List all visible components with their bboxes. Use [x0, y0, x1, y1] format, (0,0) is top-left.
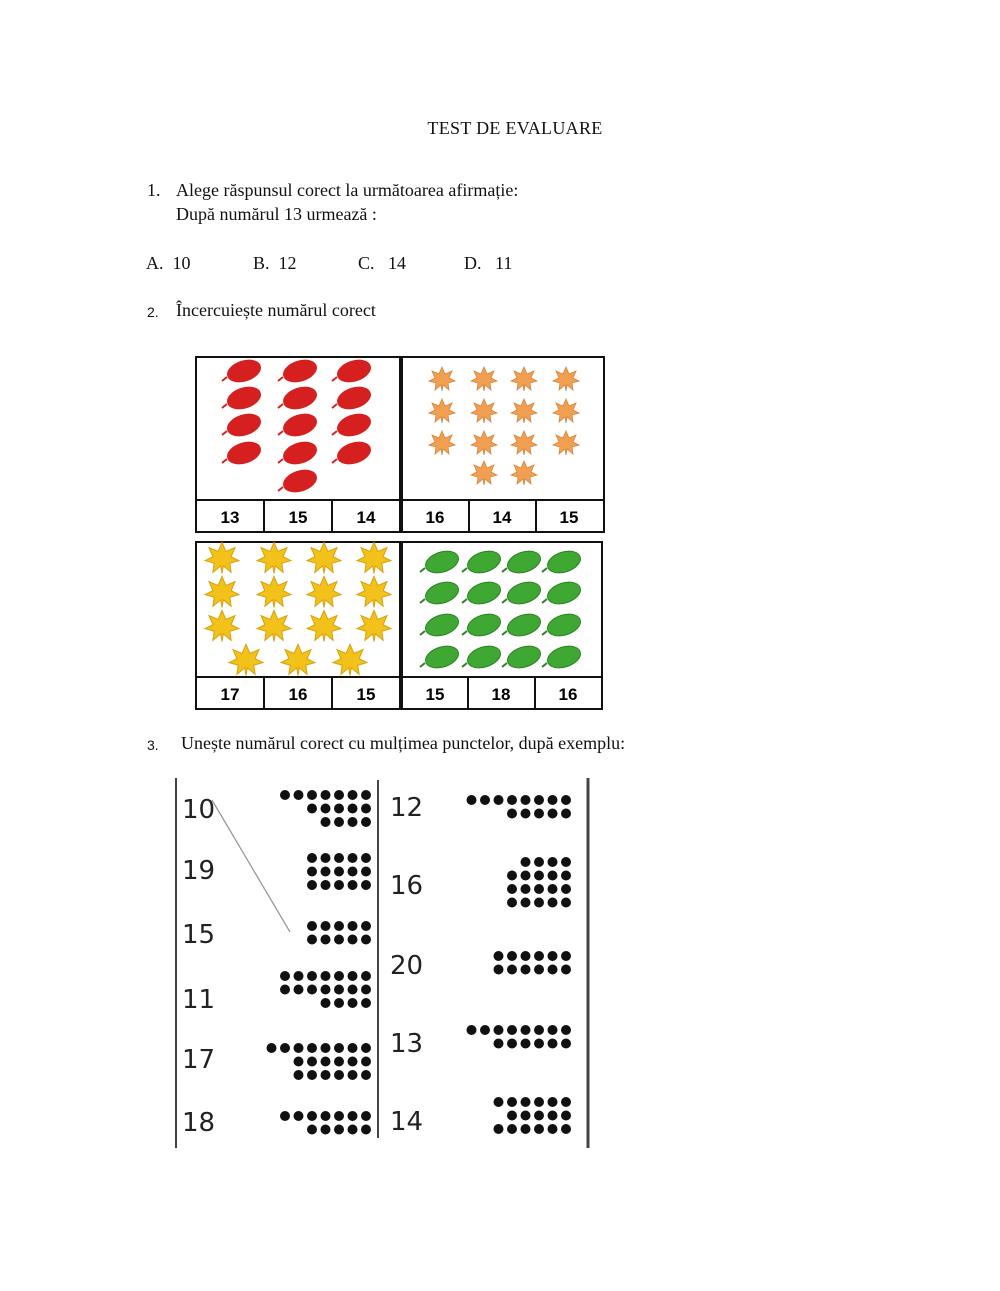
dot — [348, 1125, 358, 1135]
dot — [561, 795, 571, 805]
dot — [321, 804, 331, 814]
dot — [548, 1097, 558, 1107]
q2-prompt: Încercuiește numărul corect — [176, 300, 376, 320]
dot — [321, 998, 331, 1008]
dot — [348, 804, 358, 814]
left-dot-group[interactable] — [280, 1111, 371, 1135]
dot — [334, 1043, 344, 1053]
choice-label[interactable]: 15 — [288, 508, 308, 527]
dot — [521, 1039, 531, 1049]
dot — [534, 857, 544, 867]
dot — [507, 965, 517, 975]
dot — [548, 1039, 558, 1049]
dot — [507, 1124, 517, 1134]
dot — [361, 935, 371, 945]
dot — [334, 1125, 344, 1135]
dot — [507, 871, 517, 881]
dot — [534, 871, 544, 881]
dot — [348, 1070, 358, 1080]
dot — [307, 921, 317, 931]
choice-label[interactable]: 14 — [492, 508, 512, 527]
left-dot-group[interactable] — [307, 921, 371, 945]
dot — [507, 1039, 517, 1049]
dot — [521, 1097, 531, 1107]
right-number[interactable]: 12 — [390, 793, 424, 823]
dot — [348, 867, 358, 877]
q3-prompt: Unește numărul corect cu mulțimea punctelor, după exemplu: — [181, 733, 626, 753]
dot — [561, 871, 571, 881]
dot — [548, 884, 558, 894]
dot — [334, 853, 344, 863]
dot — [561, 1025, 571, 1035]
dot — [348, 880, 358, 890]
dot — [348, 1057, 358, 1067]
dot — [534, 898, 544, 908]
dot — [321, 790, 331, 800]
right-number[interactable]: 13 — [390, 1029, 424, 1059]
dot — [321, 853, 331, 863]
choice-label[interactable]: 15 — [356, 685, 376, 704]
dot — [521, 809, 531, 819]
dot — [307, 853, 317, 863]
dot — [507, 951, 517, 961]
dot — [321, 880, 331, 890]
right-number[interactable]: 14 — [390, 1107, 424, 1137]
dot — [548, 965, 558, 975]
dot — [321, 985, 331, 995]
dot — [361, 1070, 371, 1080]
dot — [361, 1111, 371, 1121]
dot — [307, 867, 317, 877]
dot — [294, 790, 304, 800]
dot — [361, 985, 371, 995]
dot — [534, 1025, 544, 1035]
dot — [321, 921, 331, 931]
dot — [548, 1111, 558, 1121]
dot — [307, 985, 317, 995]
dot — [361, 817, 371, 827]
left-dot-group[interactable] — [307, 853, 371, 890]
example-connector-line — [212, 800, 290, 932]
dot — [361, 880, 371, 890]
dot — [334, 790, 344, 800]
dot — [321, 1057, 331, 1067]
dot — [321, 935, 331, 945]
dot — [307, 1057, 317, 1067]
dot — [561, 1097, 571, 1107]
dot — [334, 971, 344, 981]
dot — [334, 817, 344, 827]
dot — [494, 795, 504, 805]
q1-option-c[interactable]: C. 14 — [358, 253, 407, 273]
dot — [561, 809, 571, 819]
q1-option-a[interactable]: A. 10 — [146, 253, 191, 273]
dot — [507, 1097, 517, 1107]
choice-label[interactable]: 14 — [356, 508, 376, 527]
dot — [348, 985, 358, 995]
dot — [561, 951, 571, 961]
dot — [361, 1043, 371, 1053]
q2-number: 2. — [147, 304, 159, 320]
panel-yellow-maple-leaves — [196, 542, 400, 709]
dot — [361, 853, 371, 863]
dot — [534, 1111, 544, 1121]
dot — [348, 1111, 358, 1121]
q1-statement: După numărul 13 urmează : — [176, 204, 377, 224]
choice-label[interactable]: 13 — [220, 508, 240, 527]
left-dot-group[interactable] — [267, 1043, 372, 1080]
dot — [534, 1124, 544, 1134]
dot — [507, 898, 517, 908]
dot — [534, 965, 544, 975]
dot — [321, 1111, 331, 1121]
dot — [561, 857, 571, 867]
dot — [467, 1025, 477, 1035]
dot — [494, 1025, 504, 1035]
choice-label[interactable]: 17 — [220, 685, 240, 704]
dot — [548, 951, 558, 961]
dot — [334, 880, 344, 890]
choice-label[interactable]: 15 — [425, 685, 445, 704]
dot — [307, 1111, 317, 1121]
dot — [507, 795, 517, 805]
right-dot-group[interactable] — [467, 795, 572, 819]
dot — [334, 804, 344, 814]
q1-prompt: Alege răspunsul corect la următoarea afirmație: — [176, 180, 519, 200]
dot — [361, 971, 371, 981]
dot — [294, 1043, 304, 1053]
dot — [307, 790, 317, 800]
dot — [534, 809, 544, 819]
dot — [307, 971, 317, 981]
dot — [307, 1070, 317, 1080]
right-dot-group[interactable] — [507, 857, 571, 908]
dot — [321, 971, 331, 981]
dot — [334, 921, 344, 931]
right-number[interactable]: 20 — [390, 951, 424, 981]
dot — [534, 795, 544, 805]
dot — [334, 1111, 344, 1121]
dot — [321, 1043, 331, 1053]
dot — [361, 867, 371, 877]
dot — [548, 898, 558, 908]
dot — [361, 804, 371, 814]
dot — [348, 971, 358, 981]
q1-number: 1. — [147, 180, 161, 200]
dot — [480, 795, 490, 805]
dot — [361, 1057, 371, 1067]
dot — [307, 935, 317, 945]
dot — [521, 1111, 531, 1121]
panel-green-leaves — [402, 542, 602, 709]
dot — [321, 867, 331, 877]
dot — [334, 867, 344, 877]
dot — [534, 1039, 544, 1049]
dot — [361, 790, 371, 800]
dot — [534, 1097, 544, 1107]
dot — [534, 951, 544, 961]
choice-label[interactable]: 16 — [288, 685, 308, 704]
dot — [348, 1043, 358, 1053]
choice-label[interactable]: 18 — [491, 685, 511, 704]
left-number[interactable]: 18 — [182, 1108, 216, 1138]
dot — [521, 965, 531, 975]
dot — [334, 935, 344, 945]
dot — [280, 971, 290, 981]
dot — [561, 1039, 571, 1049]
dot — [561, 1124, 571, 1134]
q1-option-d[interactable]: D. 11 — [464, 253, 513, 273]
choice-label[interactable]: 15 — [559, 508, 579, 527]
dot — [494, 1124, 504, 1134]
dot — [480, 1025, 490, 1035]
dot — [494, 1039, 504, 1049]
dot — [494, 965, 504, 975]
right-number[interactable]: 16 — [390, 871, 424, 901]
dot — [294, 971, 304, 981]
q1-option-b[interactable]: B. 12 — [253, 253, 297, 273]
dot — [334, 985, 344, 995]
left-dot-group[interactable] — [280, 790, 371, 827]
dot — [321, 817, 331, 827]
dot — [494, 951, 504, 961]
left-number[interactable]: 19 — [182, 856, 216, 886]
choice-label[interactable]: 16 — [425, 508, 445, 527]
dot — [294, 1070, 304, 1080]
left-number[interactable]: 17 — [182, 1045, 216, 1075]
right-dot-group[interactable] — [494, 951, 572, 975]
dot — [307, 804, 317, 814]
page-title: TEST DE EVALUARE — [427, 118, 603, 138]
dot — [307, 880, 317, 890]
dot — [548, 809, 558, 819]
dot — [507, 809, 517, 819]
dot — [548, 871, 558, 881]
dot — [561, 898, 571, 908]
dot — [561, 1111, 571, 1121]
dot — [307, 1043, 317, 1053]
dot — [334, 1070, 344, 1080]
dot — [548, 1025, 558, 1035]
dot — [348, 853, 358, 863]
dot — [307, 1125, 317, 1135]
dot — [267, 1043, 277, 1053]
dot — [334, 1057, 344, 1067]
dot — [280, 1111, 290, 1121]
dot — [280, 985, 290, 995]
left-number[interactable]: 10 — [182, 795, 216, 825]
dot — [494, 1097, 504, 1107]
dot — [467, 795, 477, 805]
dot — [361, 921, 371, 931]
dot — [361, 1125, 371, 1135]
right-dot-group[interactable] — [467, 1025, 572, 1049]
number-dot-matching — [172, 776, 594, 1150]
dot — [348, 790, 358, 800]
q3-number: 3. — [147, 737, 159, 753]
dot — [561, 884, 571, 894]
dot — [548, 1124, 558, 1134]
left-dot-group[interactable] — [280, 971, 371, 1008]
dot — [521, 871, 531, 881]
choice-label[interactable]: 16 — [558, 685, 578, 704]
dot — [334, 998, 344, 1008]
dot — [548, 795, 558, 805]
panel-orange-maple-leaves — [402, 357, 604, 532]
right-dot-group[interactable] — [494, 1097, 572, 1134]
dot — [521, 1025, 531, 1035]
dot — [294, 1057, 304, 1067]
dot — [321, 1070, 331, 1080]
dot — [521, 1124, 531, 1134]
dot — [521, 857, 531, 867]
leaf-counting-grid — [194, 355, 606, 711]
dot — [521, 884, 531, 894]
dot — [348, 921, 358, 931]
dot — [294, 1111, 304, 1121]
dot — [348, 817, 358, 827]
dot — [548, 857, 558, 867]
dot — [507, 1111, 517, 1121]
dot — [348, 935, 358, 945]
dot — [521, 795, 531, 805]
dot — [521, 951, 531, 961]
dot — [507, 884, 517, 894]
panel-red-leaves — [196, 356, 400, 532]
left-number[interactable]: 11 — [182, 985, 216, 1015]
dot — [321, 1125, 331, 1135]
dot — [294, 985, 304, 995]
dot — [348, 998, 358, 1008]
dot — [561, 965, 571, 975]
dot — [534, 884, 544, 894]
left-number[interactable]: 15 — [182, 920, 216, 950]
dot — [280, 1043, 290, 1053]
dot — [521, 898, 531, 908]
dot — [280, 790, 290, 800]
dot — [361, 998, 371, 1008]
dot — [507, 1025, 517, 1035]
